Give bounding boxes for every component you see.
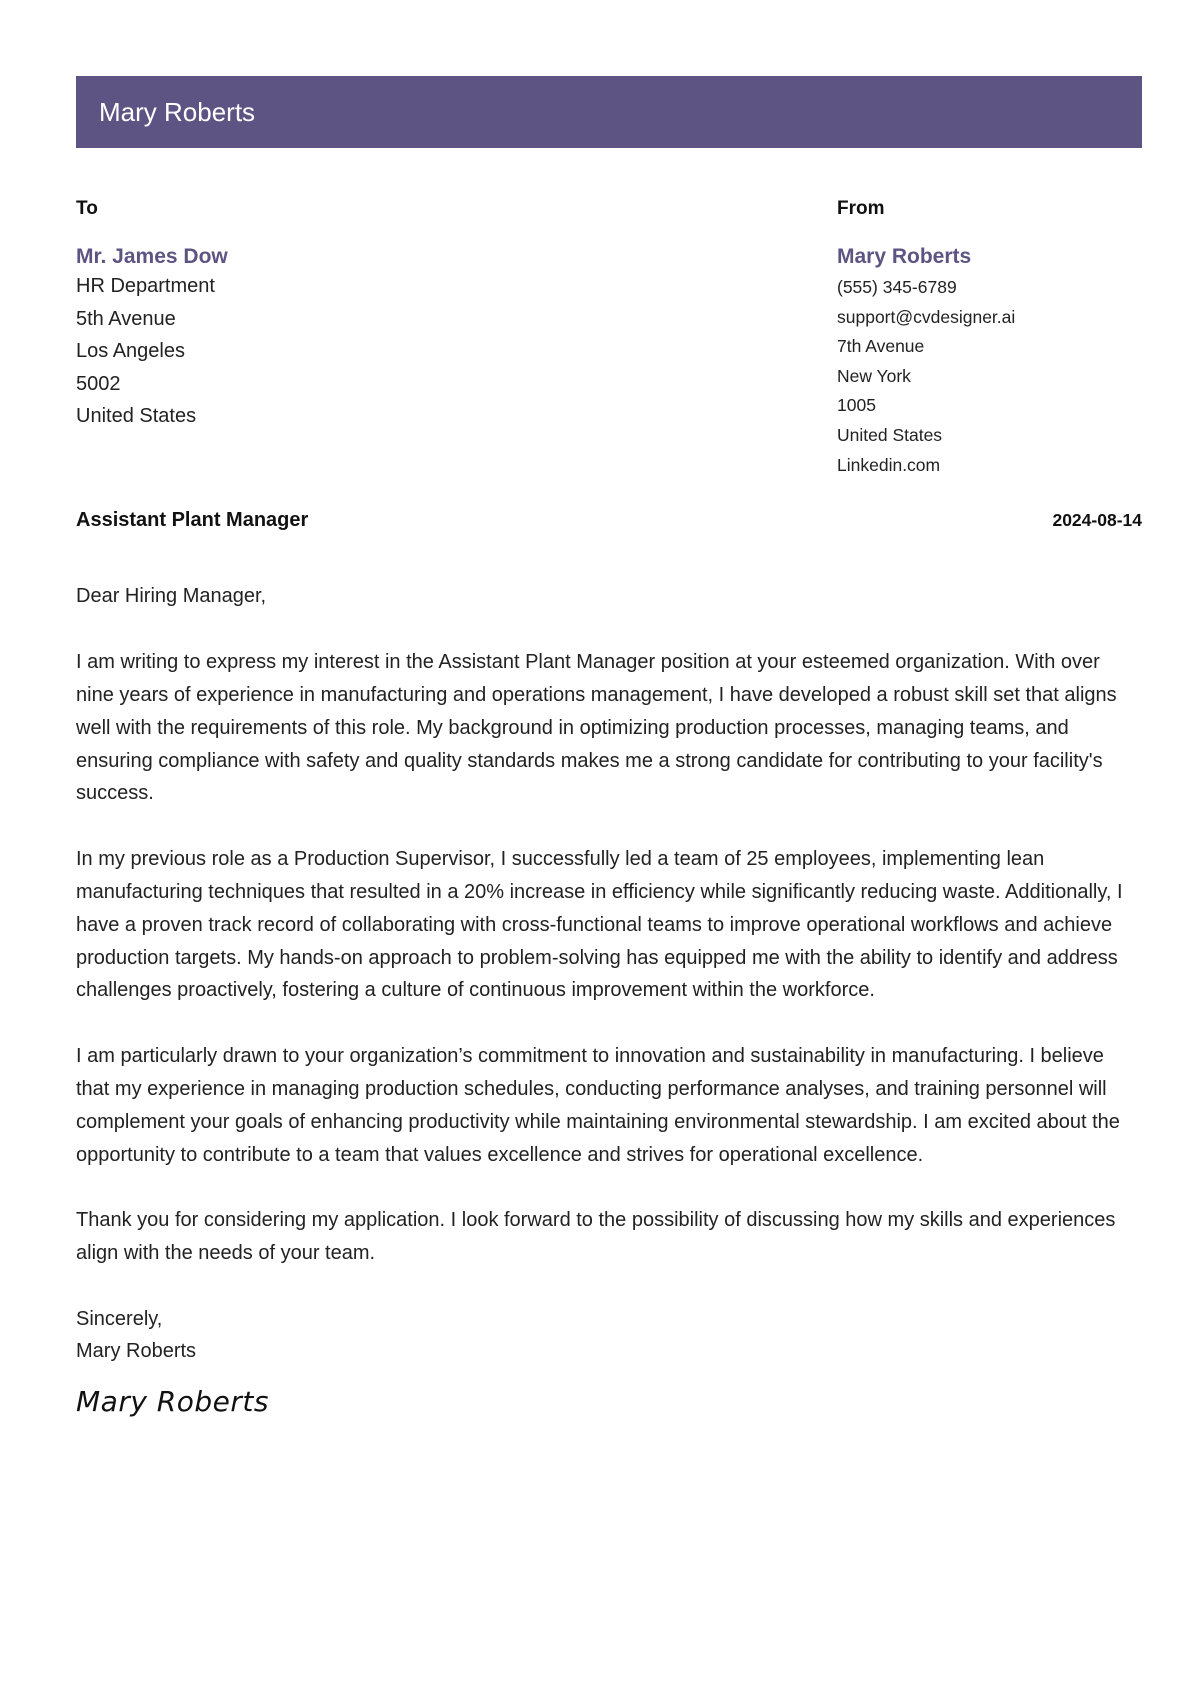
- recipient-street: 5th Avenue: [76, 307, 176, 330]
- body-paragraph-3: I am particularly drawn to your organization’s commitment to innovation and sustainability in manufacturing. I believe that my experience in managing production schedules, conducting performance analyses, and training personnel will complement your goals of enhancing productivity while maintaining environmental stewardship. I am excited about the opportunity to contribute to a team that values excellence and strives for operational excellence.: [76, 1045, 1120, 1166]
- sender-linkedin: Linkedin.com: [837, 454, 941, 475]
- closing-name: Mary Roberts: [76, 1339, 197, 1362]
- sender-country: United States: [837, 424, 943, 445]
- sender-name: Mary Roberts: [837, 245, 972, 268]
- recipient-name: Mr. James Dow: [76, 245, 228, 268]
- recipient-label: To: [76, 198, 98, 219]
- body-paragraph-1: I am writing to express my interest in the Assistant Plant Manager position at your esteemed organization. With over nine years of experience in manufacturing and operations management, I have developed a robust skill set that aligns well with the requirements of this role. My background in optimizing production processes, managing teams, and ensuring compliance with safety and quality standards makes me a strong candidate for contributing to your facility's success.: [76, 651, 1117, 805]
- sender-email: support@cvdesigner.ai: [837, 306, 1016, 327]
- letter-date: 2024-08-14: [1052, 510, 1142, 531]
- closing-block: [76, 1303, 1142, 1367]
- sender-postal-code: 1005: [837, 395, 876, 416]
- recipient-block: [76, 198, 576, 480]
- cover-letter-page: [76, 76, 1142, 1418]
- recipient-address: [76, 270, 576, 433]
- header-name: Mary Roberts: [99, 96, 256, 127]
- recipient-country: United States: [76, 405, 197, 427]
- sender-phone: (555) 345-6789: [837, 277, 957, 297]
- subject-row: [76, 509, 1142, 532]
- salutation: Dear Hiring Manager,: [76, 585, 267, 608]
- recipient-department: HR Department: [76, 275, 215, 297]
- sender-block: [837, 198, 1142, 480]
- address-section: [76, 198, 1142, 480]
- body-paragraph-4: Thank you for considering my application. I look forward to the possibility of discussing how my skills and experiences align with the needs of your team.: [76, 1209, 1116, 1265]
- signature: Mary Roberts: [76, 1384, 269, 1418]
- recipient-postal-code: 5002: [76, 372, 121, 395]
- letter-subject: Assistant Plant Manager: [76, 509, 309, 532]
- sender-contact: [837, 273, 1142, 480]
- closing-phrase: Sincerely,: [76, 1307, 163, 1330]
- sender-label: From: [837, 198, 885, 219]
- recipient-city: Los Angeles: [76, 340, 185, 362]
- sender-city: New York: [837, 365, 911, 386]
- header-bar: [76, 76, 1142, 148]
- sender-street: 7th Avenue: [837, 336, 925, 357]
- body-paragraph-2: In my previous role as a Production Supervisor, I successfully led a team of 25 employees, implementing lean manufacturing techniques that resulted in a 20% increase in efficiency while significantly reducing waste. Additionally, I have a proven track record of collaborating with cross-functional teams to improve operational workflows and achieve production targets. My hands-on approach to problem-solving has equipped me with the ability to identify and address challenges proactively, fostering a culture of continuous improvement within the workforce.: [76, 848, 1123, 1002]
